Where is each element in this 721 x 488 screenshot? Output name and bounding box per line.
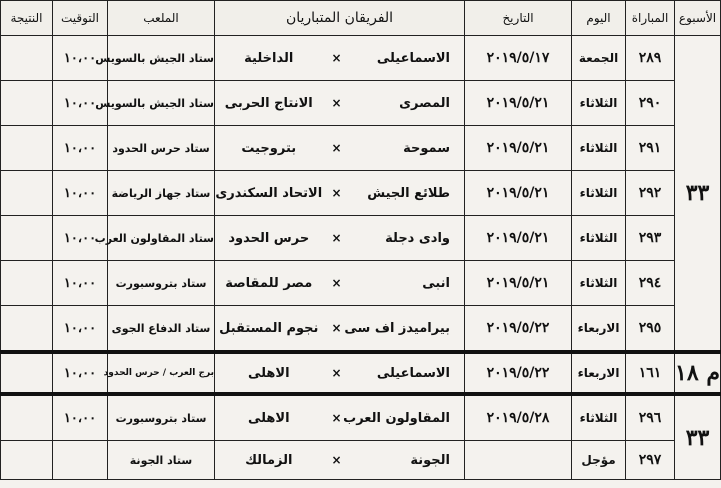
- away-team: حرس الحدود: [215, 216, 323, 261]
- match-time: [53, 441, 108, 480]
- home-team: الاسماعيلى: [351, 36, 465, 81]
- header-row: [1, 1, 721, 36]
- stadium: برج العرب / حرس الحدود: [108, 352, 215, 394]
- match-date: ٢٠١٩/٥/٢١: [465, 126, 572, 171]
- header-result: النتيجة: [1, 1, 53, 36]
- vs-mark: ×: [323, 394, 351, 441]
- table-row: [1, 81, 721, 126]
- header-day: اليوم: [572, 1, 626, 36]
- home-team: الجونة: [351, 441, 465, 480]
- match-time: ١٠،٠٠: [53, 36, 108, 81]
- home-team: سموحة: [351, 126, 465, 171]
- vs-mark: ×: [323, 81, 351, 126]
- header-time: التوقيت: [53, 1, 108, 36]
- match-number: ١٦١: [626, 352, 675, 394]
- match-number: ٢٩٤: [626, 261, 675, 306]
- away-team: الزمالك: [215, 441, 323, 480]
- header-match: المباراة: [626, 1, 675, 36]
- home-team: بيراميدز اف سى: [351, 306, 465, 353]
- vs-mark: ×: [323, 216, 351, 261]
- header-stadium: الملعب: [108, 1, 215, 36]
- header-teams: الفريقان المتباريان: [215, 1, 465, 36]
- match-day: الاربعاء: [572, 352, 626, 394]
- away-team: الاهلى: [215, 352, 323, 394]
- stadium: ستاد جهاز الرياضة: [108, 171, 215, 216]
- match-date: ٢٠١٩/٥/٢١: [465, 81, 572, 126]
- match-day: الثلاثاء: [572, 261, 626, 306]
- stadium: ستاد المقاولون العرب: [108, 216, 215, 261]
- match-date: [465, 441, 572, 480]
- stadium: ستاد الجيش بالسويس: [108, 81, 215, 126]
- home-team: انبى: [351, 261, 465, 306]
- stadium: ستاد بتروسبورت: [108, 394, 215, 441]
- match-number: ٢٩٢: [626, 171, 675, 216]
- match-result: [1, 352, 53, 394]
- match-day: الثلاثاء: [572, 394, 626, 441]
- away-team: بتروجيت: [215, 126, 323, 171]
- match-result: [1, 216, 53, 261]
- match-result: [1, 261, 53, 306]
- match-number: ٢٩١: [626, 126, 675, 171]
- vs-mark: ×: [323, 261, 351, 306]
- week-cell: ٣٣: [675, 36, 721, 353]
- match-result: [1, 126, 53, 171]
- home-team: المقاولون العرب: [351, 394, 465, 441]
- match-time: ١٠،٠٠: [53, 171, 108, 216]
- stadium: ستاد الجيش بالسويس: [108, 36, 215, 81]
- match-day: الثلاثاء: [572, 216, 626, 261]
- stadium: ستاد الدفاع الجوى: [108, 306, 215, 353]
- match-result: [1, 306, 53, 353]
- home-team: المصرى: [351, 81, 465, 126]
- table-row: [1, 36, 721, 81]
- match-time: ١٠،٠٠: [53, 261, 108, 306]
- home-team: الاسماعيلى: [351, 352, 465, 394]
- match-day: الثلاثاء: [572, 81, 626, 126]
- match-number: ٢٩٠: [626, 81, 675, 126]
- table-row: [1, 126, 721, 171]
- vs-mark: ×: [323, 36, 351, 81]
- match-date: ٢٠١٩/٥/٢١: [465, 216, 572, 261]
- match-number: ٢٩٥: [626, 306, 675, 353]
- match-time: ١٠،٠٠: [53, 306, 108, 353]
- match-day: الثلاثاء: [572, 126, 626, 171]
- match-day: مؤجل: [572, 441, 626, 480]
- match-number: ٢٨٩: [626, 36, 675, 81]
- vs-mark: ×: [323, 441, 351, 480]
- vs-mark: ×: [323, 126, 351, 171]
- match-day: الجمعة: [572, 36, 626, 81]
- match-number: ٢٩٣: [626, 216, 675, 261]
- match-day: الثلاثاء: [572, 171, 626, 216]
- table-row: [1, 352, 721, 394]
- match-time: ١٠،٠٠: [53, 352, 108, 394]
- header-date: التاريخ: [465, 1, 572, 36]
- table-row: [1, 216, 721, 261]
- table-row: [1, 261, 721, 306]
- match-result: [1, 81, 53, 126]
- match-time: ١٠،٠٠: [53, 126, 108, 171]
- table-row: [1, 306, 721, 353]
- vs-mark: ×: [323, 352, 351, 394]
- stadium: ستاد بتروسبورت: [108, 261, 215, 306]
- match-date: ٢٠١٩/٥/٢٢: [465, 352, 572, 394]
- match-date: ٢٠١٩/٥/٢١: [465, 171, 572, 216]
- away-team: الداخلية: [215, 36, 323, 81]
- week-cell: م ١٨: [675, 352, 721, 394]
- vs-mark: ×: [323, 171, 351, 216]
- match-date: ٢٠١٩/٥/٢١: [465, 261, 572, 306]
- header-week: الأسبوع: [675, 1, 721, 36]
- match-result: [1, 36, 53, 81]
- match-time: ١٠،٠٠: [53, 81, 108, 126]
- away-team: نجوم المستقبل: [215, 306, 323, 353]
- match-time: ١٠،٠٠: [53, 216, 108, 261]
- match-result: [1, 441, 53, 480]
- match-number: ٢٩٦: [626, 394, 675, 441]
- away-team: الاهلى: [215, 394, 323, 441]
- match-time: ١٠،٠٠: [53, 394, 108, 441]
- match-result: [1, 394, 53, 441]
- match-day: الاربعاء: [572, 306, 626, 353]
- stadium: ستاد الجونة: [108, 441, 215, 480]
- stadium: ستاد حرس الحدود: [108, 126, 215, 171]
- table-row: [1, 394, 721, 441]
- match-date: ٢٠١٩/٥/٢٢: [465, 306, 572, 353]
- away-team: الانتاج الحربى: [215, 81, 323, 126]
- home-team: طلائع الجيش: [351, 171, 465, 216]
- home-team: وادى دجلة: [351, 216, 465, 261]
- week-cell: ٣٣: [675, 394, 721, 480]
- match-date: ٢٠١٩/٥/١٧: [465, 36, 572, 81]
- away-team: مصر للمقاصة: [215, 261, 323, 306]
- table-row: [1, 441, 721, 480]
- match-result: [1, 171, 53, 216]
- vs-mark: ×: [323, 306, 351, 353]
- away-team: الاتحاد السكندرى: [215, 171, 323, 216]
- match-number: ٢٩٧: [626, 441, 675, 480]
- table-row: [1, 171, 721, 216]
- match-date: ٢٠١٩/٥/٢٨: [465, 394, 572, 441]
